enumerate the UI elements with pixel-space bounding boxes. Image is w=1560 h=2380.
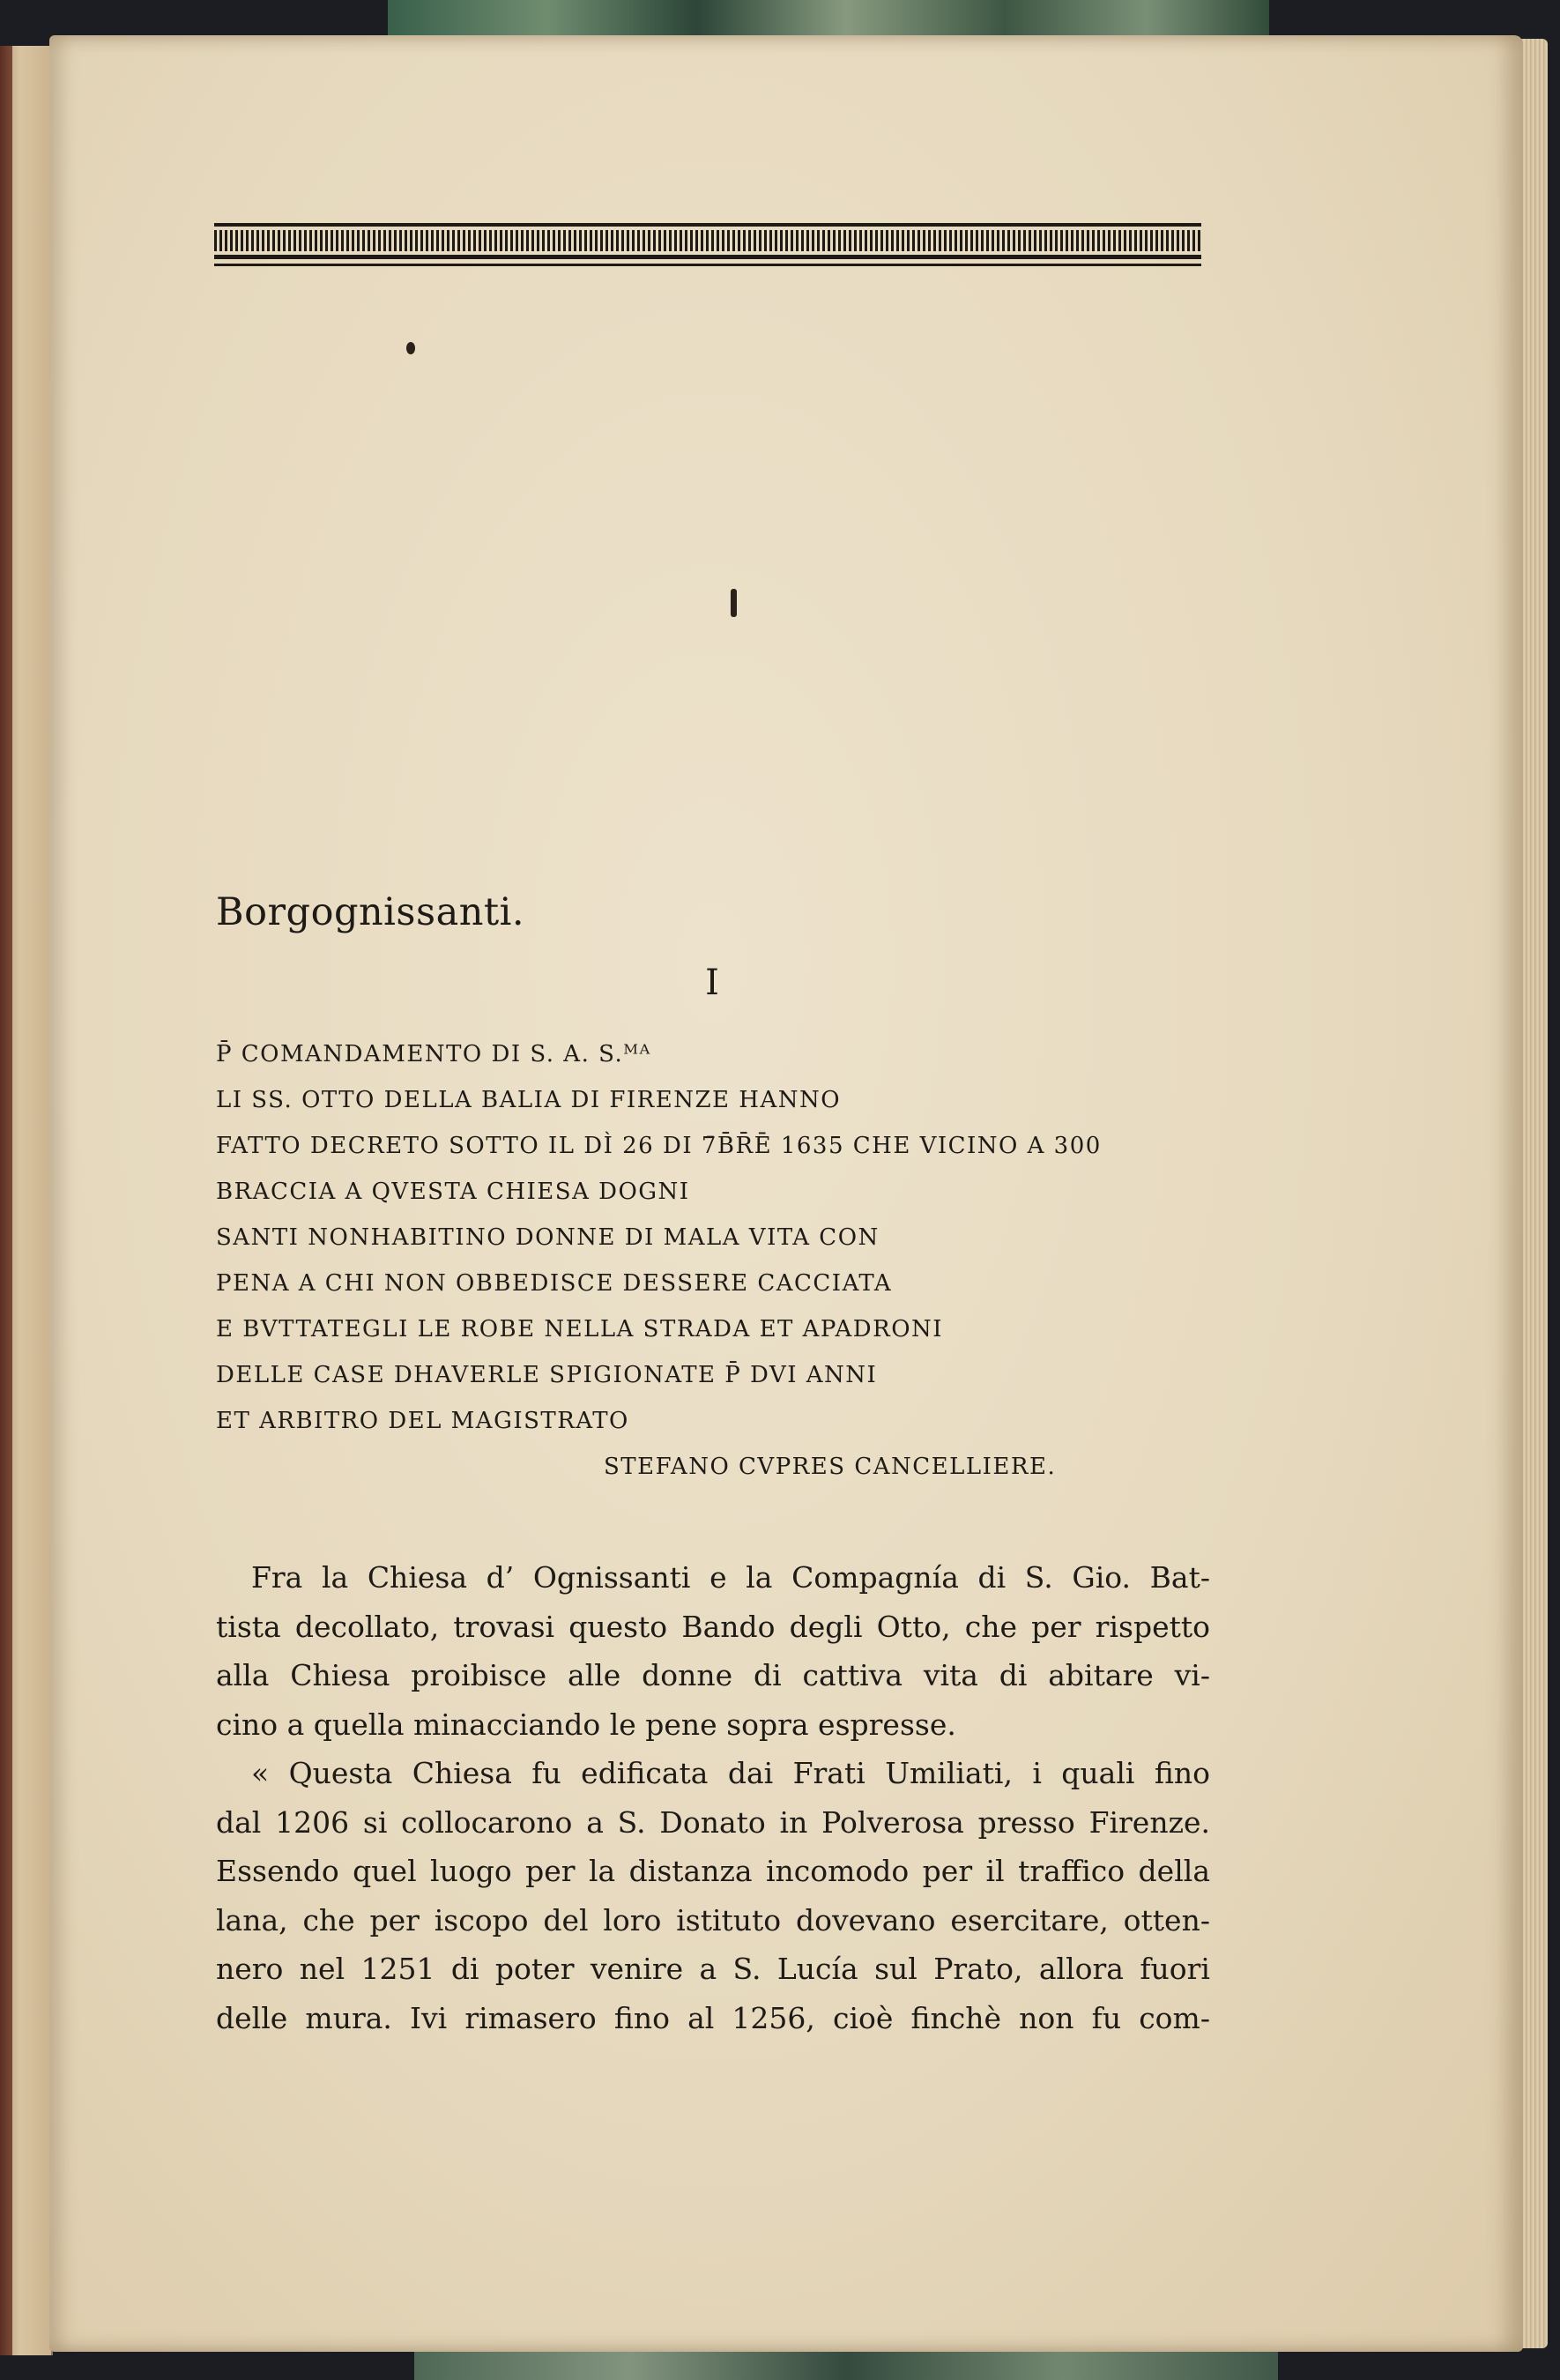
inscription-line: FATTO DECRETO SOTTO IL DÌ 26 DI 7̄B̄R̄Ē 1635 CHE VICINO A 300 bbox=[216, 1133, 1102, 1159]
paragraph-2-line: « Questa Chiesa fu edificata dai Frati Umiliati, i quali fino bbox=[251, 1756, 1210, 1790]
paragraph-2-line: lana, che per iscopo del loro istituto dovevano esercitare, otten- bbox=[216, 1902, 1210, 1937]
paragraph-2-line: delle mura. Ivi rimasero fino al 1256, cioè finchè non fu com- bbox=[216, 2000, 1210, 2035]
inscription-line: LI SS. OTTO DELLA BALIA DI FIRENZE HANNO bbox=[216, 1087, 842, 1113]
section-heading: Borgognissanti. bbox=[216, 890, 525, 934]
inscription-line: DELLE CASE DHAVERLE SPIGIONATE P̄ DVI ANNI bbox=[216, 1362, 878, 1388]
ink-speck bbox=[406, 342, 415, 354]
paragraph-2-line: Essendo quel luogo per la distanza incomodo per il traffico della bbox=[216, 1854, 1210, 1888]
decorative-rule bbox=[214, 223, 1201, 269]
paragraph-1-line: Fra la Chiesa d’ Ognissanti e la Compagnía di S. Gio. Bat- bbox=[251, 1560, 1210, 1595]
inscription-line: E BVTTATEGLI LE ROBE NELLA STRADA ET APADRONI bbox=[216, 1316, 944, 1342]
inscription-transcript bbox=[216, 1031, 1256, 1490]
paragraph-1-line: cino a quella minacciando le pene sopra espresse. bbox=[216, 1707, 956, 1742]
ink-speck bbox=[731, 589, 737, 617]
inscription-line: BRACCIA A QVESTA CHIESA DOGNI bbox=[216, 1179, 690, 1205]
paragraph-2-line: dal 1206 si collocarono a S. Donato in Polverosa presso Firenze. bbox=[216, 1804, 1210, 1840]
paragraph-1-line: alla Chiesa proibisce alle donne di cattiva vita di abitare vi- bbox=[216, 1658, 1210, 1692]
inscription-line: PENA A CHI NON OBBEDISCE DESSERE CACCIATA bbox=[216, 1270, 893, 1297]
paragraph-1-line: tista decollato, trovasi questo Bando degli Otto, che per rispetto bbox=[216, 1609, 1210, 1644]
body-text bbox=[216, 1553, 1210, 2042]
inscription-signature: STEFANO CVPRES CANCELLIERE. bbox=[604, 1454, 1057, 1480]
paragraph-2-line: nero nel 1251 di poter venire a S. Lucía sul Prato, allora fuori bbox=[216, 1952, 1210, 1986]
inscription-line: P̄ COMANDAMENTO DI S. A. S.ᴹᴬ bbox=[216, 1041, 651, 1067]
inscription-line: ET ARBITRO DEL MAGISTRATO bbox=[216, 1408, 629, 1434]
book-spine-edge bbox=[0, 46, 12, 2355]
inscription-line: SANTI NONHABITINO DONNE DI MALA VITA CON bbox=[216, 1224, 880, 1251]
section-number: I bbox=[705, 963, 719, 1003]
